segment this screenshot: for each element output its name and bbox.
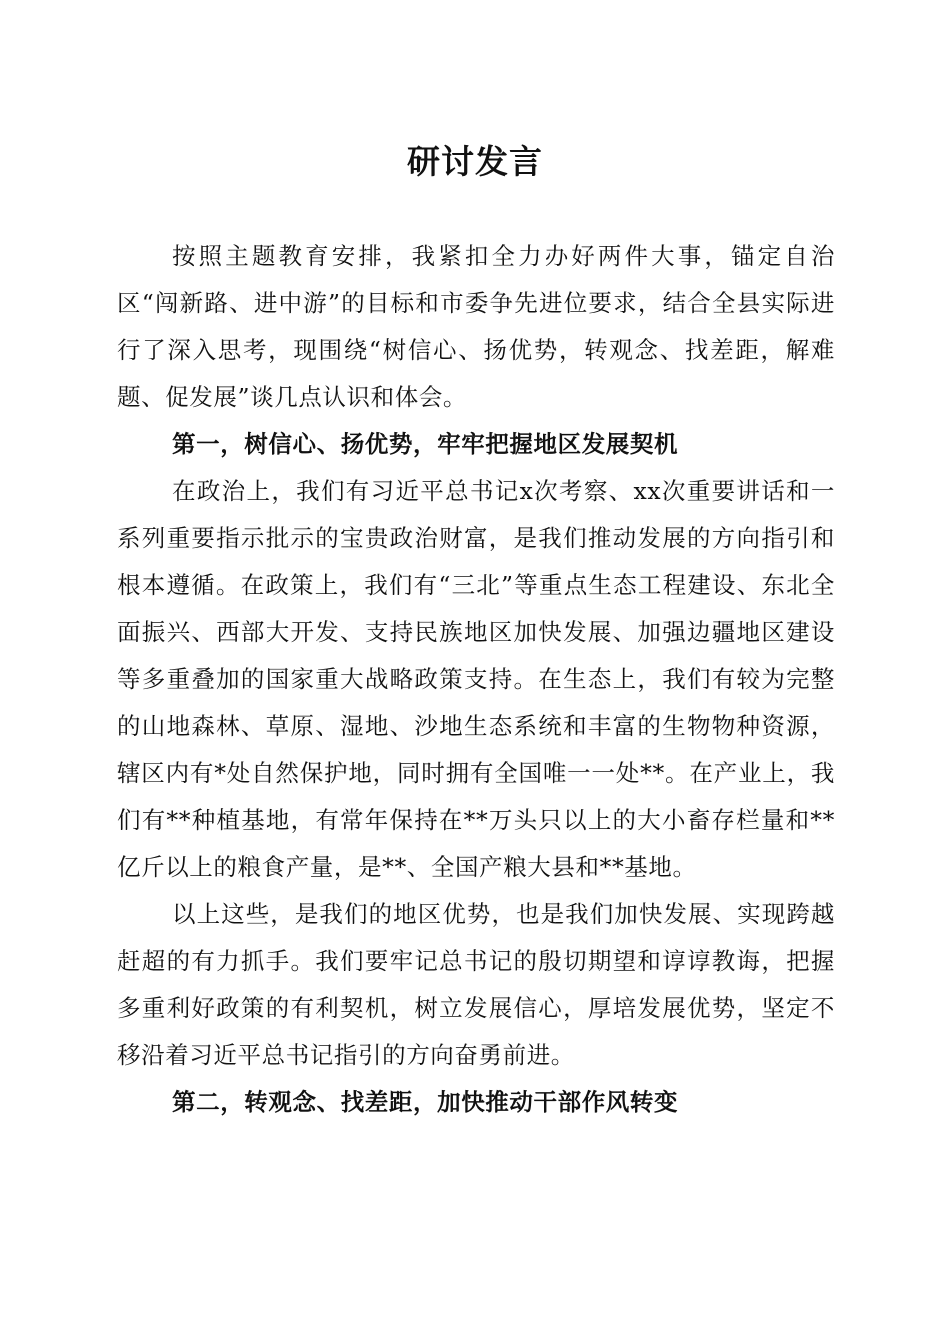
section-heading-2: 第二，转观念、找差距，加快推动干部作风转变 bbox=[172, 1088, 679, 1116]
advantages-paragraph: 在政治上，我们有习近平总书记x次考察、xx次重要讲话和一系列重要指示批示的宝贵政治财富，是我们推动发展的方向指引和根本遵循。在政策上，我们有“三北”等重点生态工程建设、东北全面振兴、西部大开发、支持民族地区加快发展、加强边疆地区建设等多重叠加的国家重大战略政策支持。在生态上，我们有较为完整的山地森林、草原、湿地、沙地生态系统和丰富的生物物种资源，辖区内有*处自然保护地，同时拥有全国唯一一处**。在产业上，我们有**种植基地，有常年保持在**万头只以上的大小畜存栏量和**亿斤以上的粮食产量，是**、全国产粮大县和**基地。 bbox=[117, 477, 835, 881]
document-body bbox=[117, 233, 835, 1126]
intro-paragraph: 按照主题教育安排，我紧扣全力办好两件大事，锚定自治区“闯新路、进中游”的目标和市委争先进位要求，结合全县实际进行了深入思考，现围绕“树信心、扬优势，转观念、找差距，解难题、促发展”谈几点认识和体会。 bbox=[117, 242, 835, 411]
section-heading-1: 第一，树信心、扬优势，牢牢把握地区发展契机 bbox=[172, 430, 679, 458]
document-title: 研讨发言 bbox=[407, 142, 543, 181]
summary-paragraph: 以上这些，是我们的地区优势，也是我们加快发展、实现跨越赶超的有力抓手。我们要牢记总书记的殷切期望和谆谆教诲，把握多重利好政策的有利契机，树立发展信心，厚培发展优势，坚定不移沿着习近平总书记指引的方向奋勇前进。 bbox=[117, 900, 835, 1069]
